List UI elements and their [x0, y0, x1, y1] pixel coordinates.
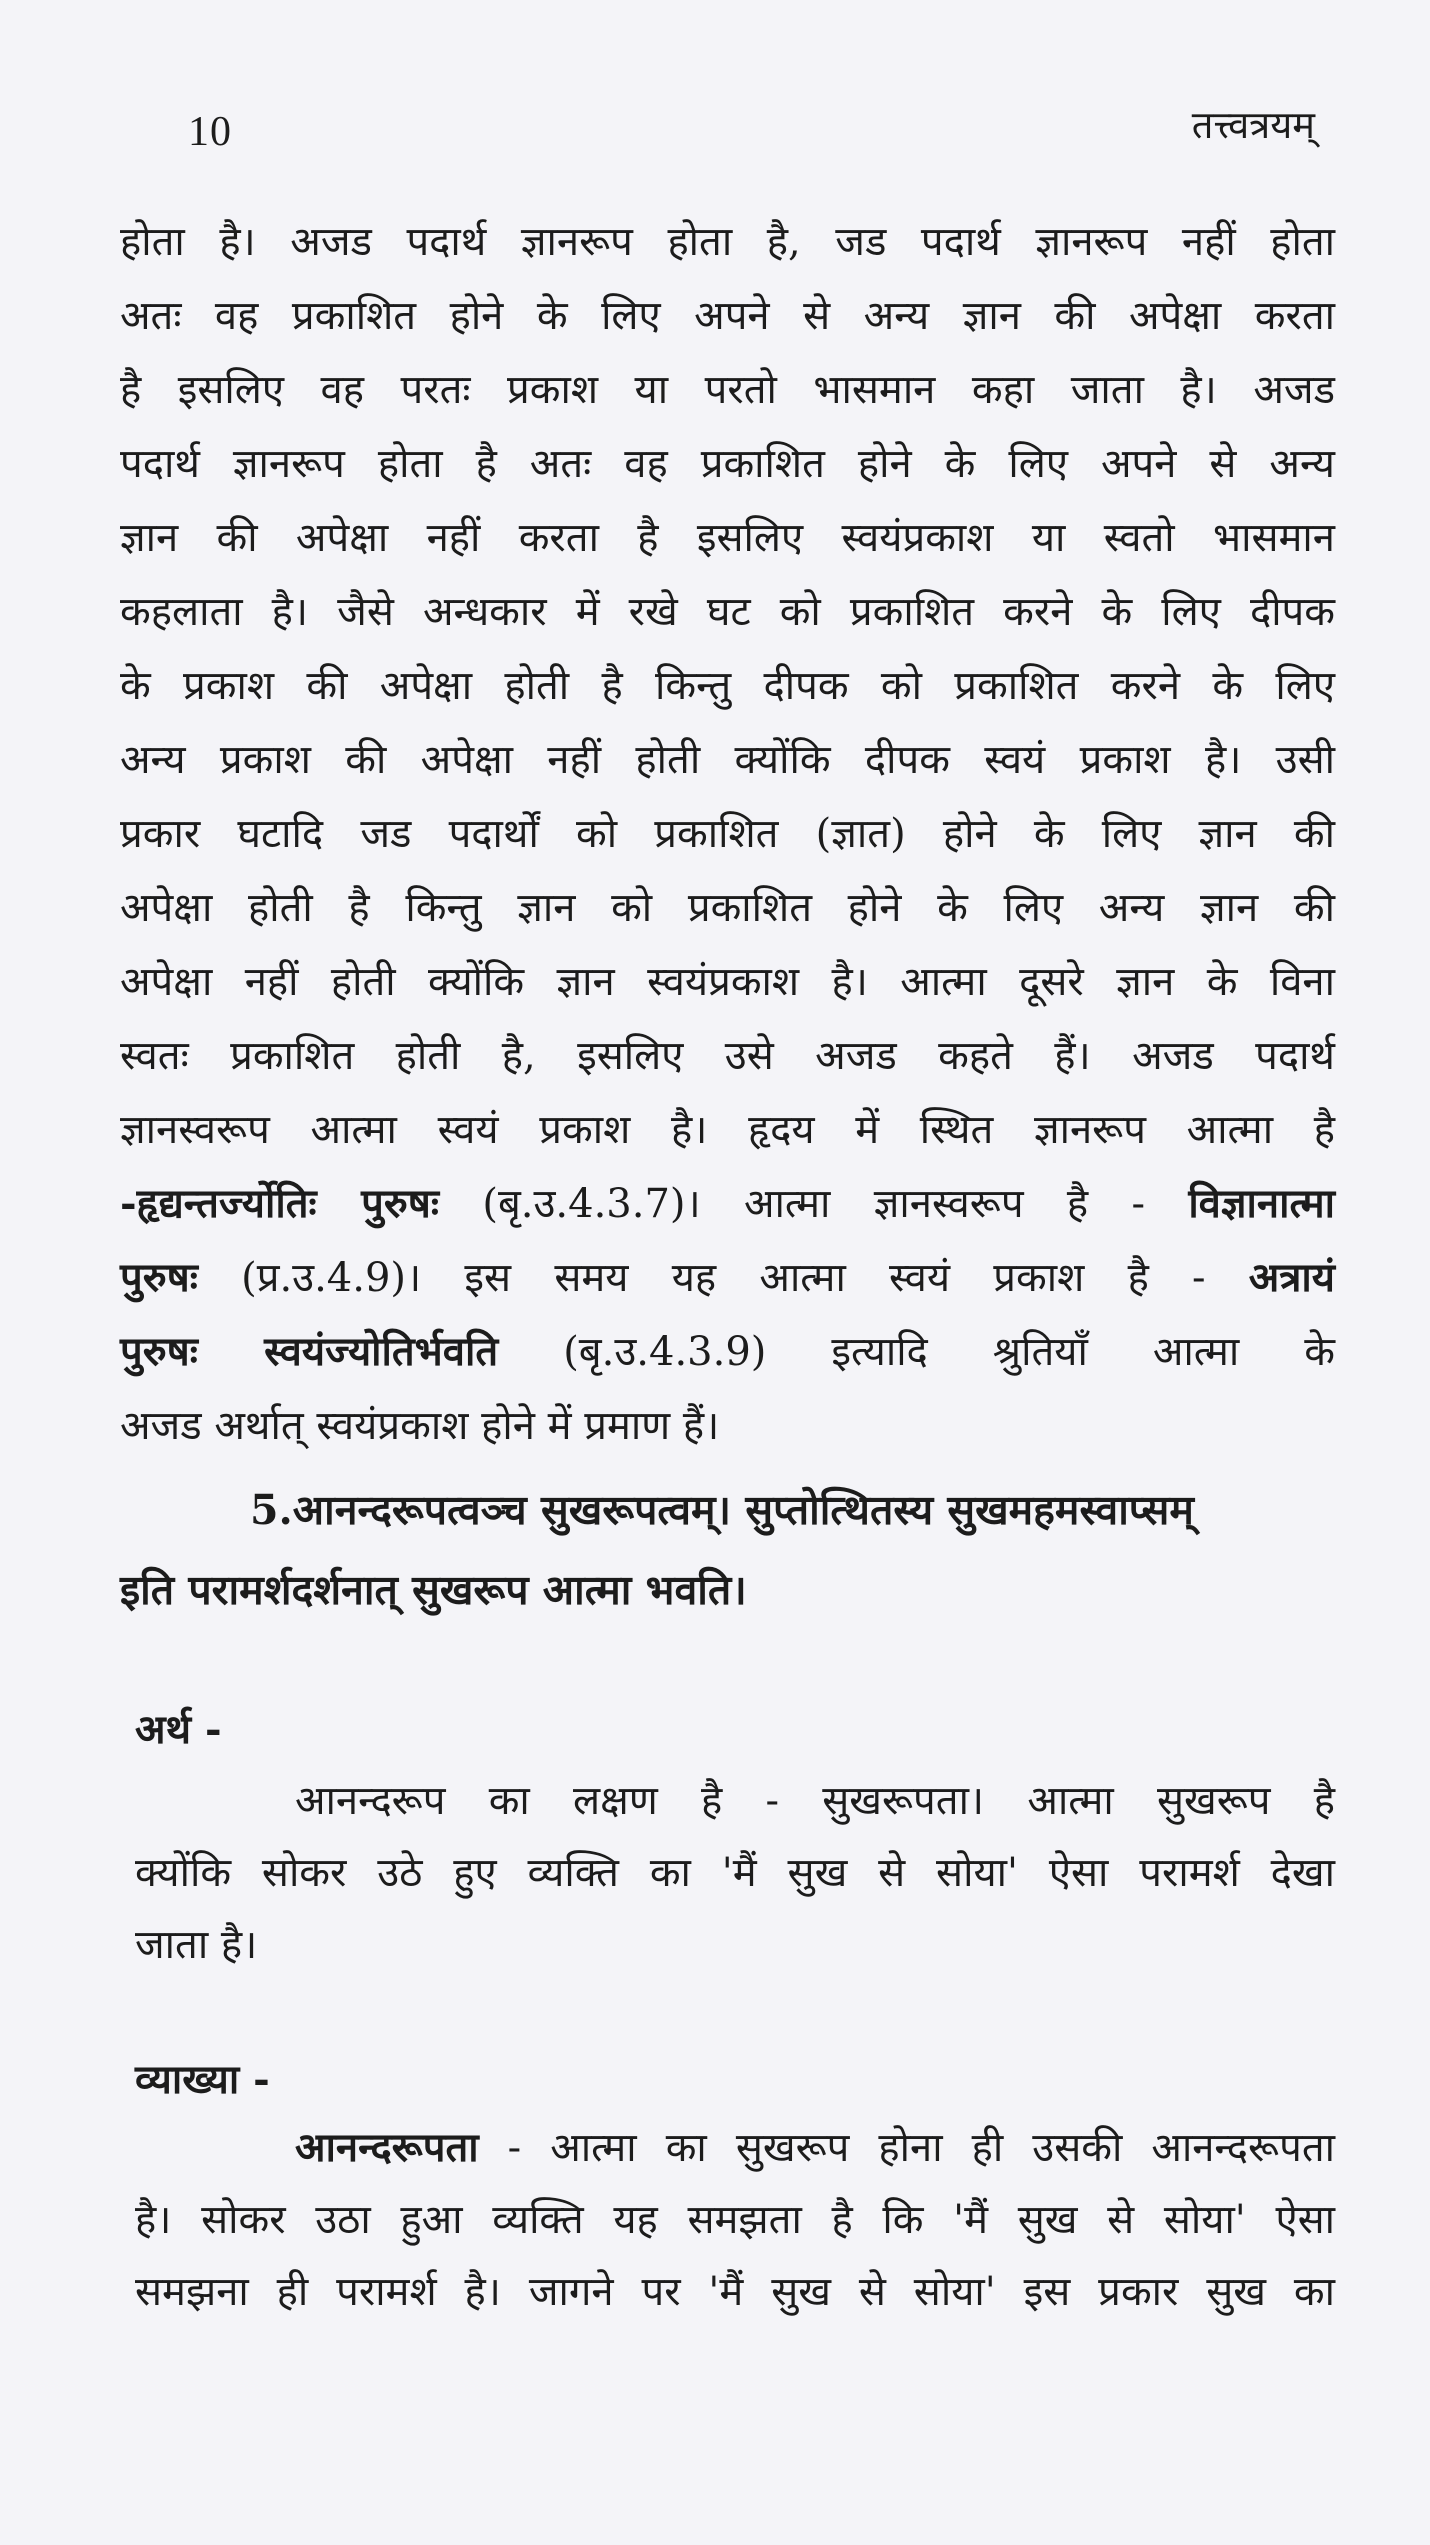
- sutra-line: 5.आनन्दरूपत्वञ्च सुखरूपत्वम्। सुप्तोत्थितस्य सुखमहमस्वाप्सम्: [250, 1486, 1194, 1534]
- body-line: अपेक्षा नहीं होती क्योंकि ज्ञान स्वयंप्रकाश है। आत्मा दूसरे ज्ञान के विना: [120, 959, 1335, 1005]
- vyakhya-paragraph: [135, 2112, 1335, 2328]
- artha-line: जाता है।: [135, 1922, 258, 1968]
- body-line: होता है। अजड पदार्थ ज्ञानरूप होता है, जड पदार्थ ज्ञानरूप नहीं होता: [120, 219, 1335, 265]
- quote-bold: -हृद्यन्तर्ज्योतिः पुरुषः: [120, 1180, 439, 1227]
- running-head: तत्त्वत्रयम्: [1191, 103, 1315, 147]
- quote-bold: विज्ञानात्मा: [1188, 1180, 1335, 1227]
- body-paragraph: [120, 205, 1335, 1463]
- body-line: प्रकार घटादि जड पदार्थों को प्रकाशित (ज्ञात) होने के लिए ज्ञान की: [120, 811, 1335, 857]
- quote-line: [120, 1167, 1335, 1241]
- quote-bold: पुरुषः: [120, 1254, 198, 1301]
- vyakhya-term: आनन्दरूपता: [295, 2124, 479, 2171]
- page-number: 10: [188, 109, 232, 155]
- quote-line: अजड अर्थात् स्वयंप्रकाश होने में प्रमाण हैं।: [120, 1403, 720, 1449]
- artha-line: आनन्दरूप का लक्षण है - सुखरूपता। आत्मा सुखरूप है: [295, 1778, 1335, 1824]
- vyakhya-text: - आत्मा का सुखरूप होना ही उसकी आनन्दरूपता: [478, 2125, 1335, 2171]
- vyakhya-line: समझना ही परामर्श है। जागने पर 'मैं सुख से सोया' इस प्रकार सुख का: [135, 2269, 1335, 2315]
- quote-text: (बृ.उ.4.3.9) इत्यादि श्रुतियाँ आत्मा के: [498, 1329, 1335, 1375]
- quote-bold: पुरुषः स्वयंज्योतिर्भवति: [120, 1328, 499, 1375]
- sutra-line: इति परामर्शदर्शनात् सुखरूप आत्मा भवति।: [120, 1566, 747, 1614]
- vyakhya-heading: व्याख्या -: [135, 2056, 270, 2103]
- body-line: स्वतः प्रकाशित होती है, इसलिए उसे अजड कहते हैं। अजड पदार्थ: [120, 1033, 1335, 1079]
- body-line: ज्ञान की अपेक्षा नहीं करता है इसलिए स्वयंप्रकाश या स्वतो भासमान: [120, 515, 1335, 561]
- body-line: अपेक्षा होती है किन्तु ज्ञान को प्रकाशित होने के लिए अन्य ज्ञान की: [120, 885, 1335, 931]
- body-line: है इसलिए वह परतः प्रकाश या परतो भासमान कहा जाता है। अजड: [120, 367, 1335, 413]
- quote-text: (बृ.उ.4.3.7)। आत्मा ज्ञानस्वरूप है -: [439, 1181, 1189, 1227]
- sutra-text: [120, 1470, 1345, 1630]
- quote-text: (प्र.उ.4.9)। इस समय यह आत्मा स्वयं प्रकाश है -: [197, 1255, 1249, 1301]
- body-line: पदार्थ ज्ञानरूप होता है अतः वह प्रकाशित होने के लिए अपने से अन्य: [120, 441, 1335, 487]
- quote-bold: अत्रायं: [1248, 1254, 1335, 1301]
- body-line: ज्ञानस्वरूप आत्मा स्वयं प्रकाश है। हृदय में स्थित ज्ञानरूप आत्मा है: [120, 1107, 1335, 1153]
- artha-heading: अर्थ -: [135, 1706, 222, 1753]
- quote-line: [120, 1241, 1335, 1315]
- quote-line: [120, 1315, 1335, 1389]
- body-line: अतः वह प्रकाशित होने के लिए अपने से अन्य ज्ञान की अपेक्षा करता: [120, 293, 1335, 339]
- artha-line: क्योंकि सोकर उठे हुए व्यक्ति का 'मैं सुख से सोया' ऐसा परामर्श देखा: [135, 1850, 1335, 1896]
- vyakhya-line: [135, 2112, 1335, 2184]
- body-line: कहलाता है। जैसे अन्धकार में रखे घट को प्रकाशित करने के लिए दीपक: [120, 589, 1335, 635]
- body-line: के प्रकाश की अपेक्षा होती है किन्तु दीपक को प्रकाशित करने के लिए: [120, 663, 1335, 709]
- artha-paragraph: [135, 1765, 1335, 1981]
- vyakhya-line: है। सोकर उठा हुआ व्यक्ति यह समझता है कि 'मैं सुख से सोया' ऐसा: [135, 2197, 1335, 2243]
- body-line: अन्य प्रकाश की अपेक्षा नहीं होती क्योंकि दीपक स्वयं प्रकाश है। उसी: [120, 737, 1335, 783]
